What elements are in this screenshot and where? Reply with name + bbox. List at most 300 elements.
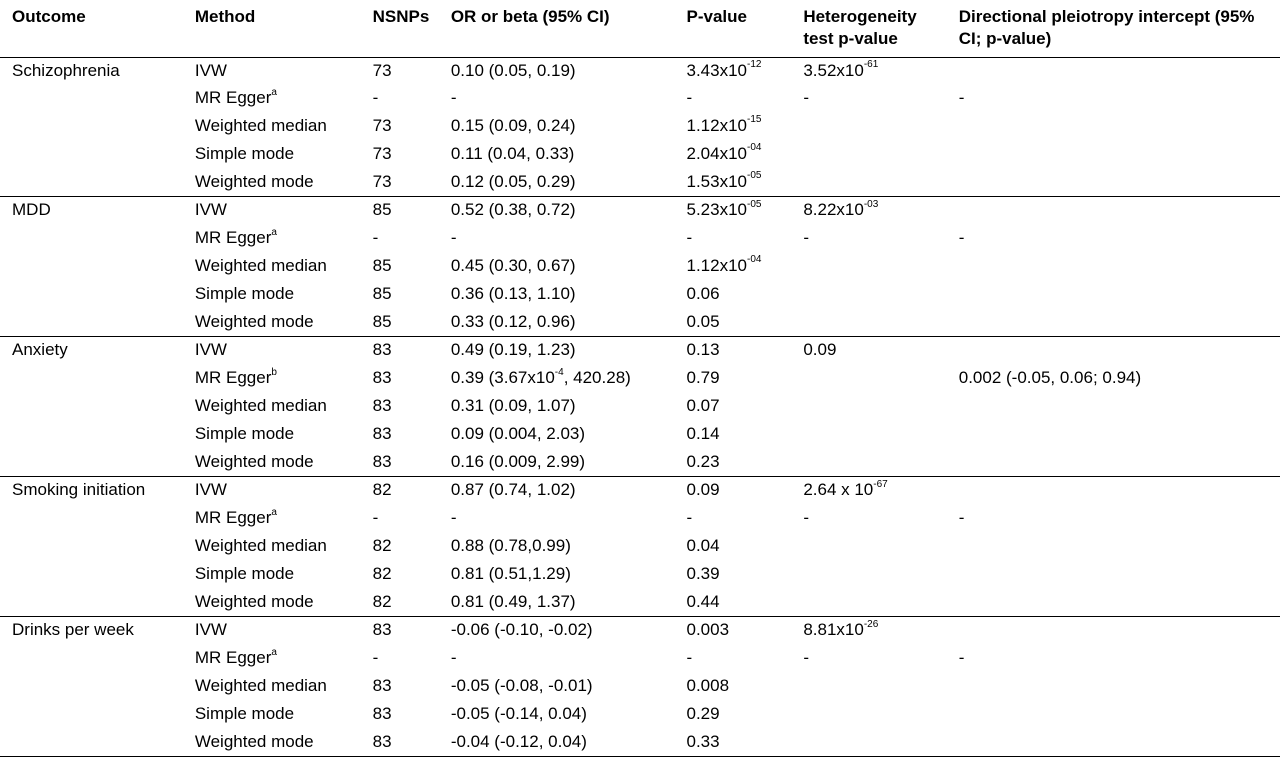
- pleiotropy-cell: [947, 533, 1280, 561]
- estimate-cell: [439, 701, 675, 729]
- p-value-cell: [675, 617, 792, 645]
- superscript: -05: [747, 198, 762, 210]
- pleiotropy-cell: [947, 393, 1280, 421]
- heterogeneity-cell: [791, 113, 946, 141]
- outcome-cell: [0, 309, 183, 337]
- text-segment: 2.04x10: [686, 143, 747, 163]
- method-cell: [183, 393, 361, 421]
- text-segment: -: [803, 88, 809, 108]
- text-segment: -0.06 (-0.10, -0.02): [450, 620, 593, 640]
- table-row: [0, 645, 1280, 673]
- text-segment: 8.81x10: [803, 620, 864, 640]
- header-method: Method: [183, 0, 361, 57]
- estimate-cell: [439, 169, 675, 197]
- heterogeneity-cell: [791, 197, 946, 225]
- text-segment: 0.81 (0.51,1.29): [450, 563, 571, 583]
- text-segment: 0.33: [686, 731, 720, 751]
- estimate-cell: [439, 337, 675, 365]
- superscript: -05: [747, 170, 762, 182]
- text-segment: MR Egger: [194, 228, 272, 248]
- method-cell: [183, 197, 361, 225]
- text-segment: IVW: [194, 60, 227, 80]
- nsnps-cell: 82: [372, 480, 392, 500]
- nsnps-cell: 85: [372, 200, 392, 220]
- heterogeneity-cell: [791, 281, 946, 309]
- text-segment: 0.44: [686, 591, 720, 611]
- text-segment: 0.87 (0.74, 1.02): [450, 480, 576, 500]
- estimate-cell: [439, 393, 675, 421]
- text-segment: -: [686, 228, 693, 248]
- table-row: [0, 561, 1280, 589]
- table-row: [0, 617, 1280, 645]
- text-segment: 3.43x10: [686, 60, 747, 80]
- superscript: -04: [747, 142, 762, 154]
- p-value-cell: [675, 701, 792, 729]
- nsnps-cell: 85: [372, 283, 392, 303]
- text-segment: -: [958, 228, 965, 248]
- outcome-cell: [0, 645, 183, 673]
- method-cell: [183, 561, 361, 589]
- text-segment: -: [686, 648, 693, 668]
- text-segment: -0.05 (-0.14, 0.04): [450, 703, 587, 723]
- p-value-cell: [675, 561, 792, 589]
- outcome-cell: Anxiety: [12, 340, 68, 360]
- nsnps-cell: 73: [372, 116, 392, 136]
- table-row: [0, 701, 1280, 729]
- estimate-cell: [439, 253, 675, 281]
- text-segment: -0.05 (-0.08, -0.01): [450, 676, 593, 696]
- text-segment: Weighted mode: [194, 591, 314, 611]
- outcome-cell: [0, 393, 183, 421]
- estimate-cell: [439, 57, 675, 85]
- table-row: [0, 169, 1280, 197]
- outcome-cell: [0, 673, 183, 701]
- p-value-cell: [675, 533, 792, 561]
- text-segment: 0.15 (0.09, 0.24): [450, 116, 576, 136]
- method-cell: [183, 533, 361, 561]
- text-segment: 2.64 x 10: [803, 480, 874, 500]
- estimate-cell: [439, 729, 675, 757]
- estimate-cell: [439, 225, 675, 253]
- pleiotropy-cell: [947, 729, 1280, 757]
- estimate-cell: [439, 281, 675, 309]
- pleiotropy-cell: [947, 449, 1280, 477]
- text-segment: 0.52 (0.38, 0.72): [450, 200, 576, 220]
- superscript: b: [271, 366, 277, 378]
- header-outcome: Outcome: [0, 0, 183, 57]
- nsnps-cell: 85: [361, 309, 439, 337]
- table-row: [0, 393, 1280, 421]
- table-row: [0, 589, 1280, 617]
- table-row: [0, 505, 1280, 533]
- heterogeneity-cell: [791, 617, 946, 645]
- text-segment: Weighted mode: [194, 311, 314, 331]
- nsnps-cell: 83: [372, 676, 392, 696]
- superscript: a: [271, 646, 277, 658]
- nsnps-cell: 83: [361, 449, 439, 477]
- p-value-cell: [675, 449, 792, 477]
- heterogeneity-cell: [791, 673, 946, 701]
- text-segment: -0.04 (-0.12, 0.04): [450, 731, 587, 751]
- outcome-cell: [0, 533, 183, 561]
- estimate-cell: [439, 477, 675, 505]
- superscript: -04: [747, 254, 762, 266]
- superscript: -15: [747, 114, 762, 126]
- pleiotropy-cell: [947, 673, 1280, 701]
- text-segment: 0.36 (0.13, 1.10): [450, 283, 576, 303]
- text-segment: -: [803, 648, 809, 668]
- table-row: [0, 281, 1280, 309]
- outcome-cell: [0, 225, 183, 253]
- text-segment: 8.22x10: [803, 200, 864, 220]
- method-cell: [183, 729, 361, 757]
- p-value-cell: [675, 57, 792, 85]
- table-row: [0, 85, 1280, 113]
- heterogeneity-cell: [791, 421, 946, 449]
- table-row: [0, 533, 1280, 561]
- p-value-cell: [675, 421, 792, 449]
- superscript: -12: [747, 58, 762, 70]
- outcome-cell: [0, 505, 183, 533]
- method-cell: [183, 309, 361, 337]
- text-segment: 0.23: [686, 451, 720, 471]
- text-segment: -: [450, 88, 457, 108]
- nsnps-cell: 83: [372, 703, 392, 723]
- outcome-cell: [0, 561, 183, 589]
- nsnps-cell: 83: [372, 423, 392, 443]
- nsnps-cell: 85: [372, 256, 392, 276]
- text-segment: 0.29: [686, 703, 720, 723]
- outcome-cell: [0, 253, 183, 281]
- p-value-cell: [675, 337, 792, 365]
- nsnps-cell: -: [372, 508, 379, 528]
- text-segment: 0.33 (0.12, 0.96): [450, 311, 576, 331]
- method-cell: [183, 645, 361, 673]
- text-segment: -: [450, 508, 457, 528]
- estimate-cell: [439, 645, 675, 673]
- estimate-cell: [439, 505, 675, 533]
- pleiotropy-cell: [947, 477, 1280, 505]
- pleiotropy-cell: [947, 589, 1280, 617]
- heterogeneity-cell: [791, 477, 946, 505]
- p-value-cell: [675, 729, 792, 757]
- method-cell: [183, 141, 361, 169]
- text-segment: Weighted mode: [194, 171, 314, 191]
- heterogeneity-cell: [791, 85, 946, 113]
- text-segment: Weighted median: [194, 536, 327, 556]
- text-segment: Simple mode: [194, 563, 295, 583]
- pleiotropy-cell: [947, 561, 1280, 589]
- text-segment: Simple mode: [194, 143, 295, 163]
- pleiotropy-cell: [947, 197, 1280, 225]
- text-segment: Weighted median: [194, 396, 327, 416]
- superscript: -03: [863, 198, 879, 210]
- outcome-cell: MDD: [12, 200, 51, 220]
- heterogeneity-cell: [791, 645, 946, 673]
- table-row: [0, 225, 1280, 253]
- heterogeneity-cell: [791, 169, 946, 197]
- text-segment: 0.09: [686, 480, 720, 500]
- pleiotropy-cell: [947, 169, 1280, 197]
- nsnps-cell: 82: [372, 563, 392, 583]
- text-segment: -: [958, 88, 965, 108]
- pleiotropy-cell: [947, 113, 1280, 141]
- text-segment: 0.09 (0.004, 2.03): [450, 423, 586, 443]
- text-segment: -: [958, 508, 965, 528]
- estimate-cell: [439, 561, 675, 589]
- method-cell: [183, 617, 361, 645]
- table-row: [0, 673, 1280, 701]
- pleiotropy-cell: [947, 365, 1280, 393]
- header-row: [0, 0, 1280, 57]
- nsnps-cell: 82: [372, 536, 392, 556]
- method-cell: [183, 113, 361, 141]
- header-p-value: P-value: [675, 0, 792, 57]
- table-row: [0, 309, 1280, 337]
- outcome-cell: [0, 449, 183, 477]
- method-cell: [183, 449, 361, 477]
- superscript: -61: [863, 58, 879, 70]
- header-nsnps: NSNPs: [361, 0, 439, 57]
- outcome-cell: [0, 701, 183, 729]
- pleiotropy-cell: [947, 57, 1280, 85]
- heterogeneity-cell: [791, 701, 946, 729]
- nsnps-cell: -: [372, 88, 379, 108]
- p-value-cell: [675, 141, 792, 169]
- estimate-cell: [439, 85, 675, 113]
- text-segment: Simple mode: [194, 423, 295, 443]
- text-segment: -: [686, 88, 693, 108]
- text-segment: 0.39 (3.67x10: [450, 368, 555, 388]
- heterogeneity-cell: [791, 225, 946, 253]
- p-value-cell: [675, 197, 792, 225]
- estimate-cell: [439, 673, 675, 701]
- p-value-cell: [675, 365, 792, 393]
- estimate-cell: [439, 309, 675, 337]
- text-segment: 0.39: [686, 563, 720, 583]
- method-cell: [183, 57, 361, 85]
- superscript: -26: [863, 618, 879, 630]
- pleiotropy-cell: [947, 645, 1280, 673]
- text-segment: 0.008: [686, 676, 730, 696]
- text-segment: 0.002 (-0.05, 0.06; 0.94): [958, 368, 1142, 388]
- pleiotropy-cell: [947, 281, 1280, 309]
- text-segment: 0.49 (0.19, 1.23): [450, 340, 576, 360]
- p-value-cell: [675, 645, 792, 673]
- table-row: [0, 57, 1280, 85]
- p-value-cell: [675, 393, 792, 421]
- p-value-cell: [675, 673, 792, 701]
- text-segment: 0.12 (0.05, 0.29): [450, 171, 576, 191]
- method-cell: [183, 701, 361, 729]
- superscript: -67: [873, 478, 888, 490]
- outcome-cell: [0, 113, 183, 141]
- outcome-cell: [0, 169, 183, 197]
- heterogeneity-cell: [791, 561, 946, 589]
- text-segment: -: [450, 648, 457, 668]
- outcome-cell: [0, 421, 183, 449]
- text-segment: Weighted median: [194, 676, 327, 696]
- text-segment: 1.53x10: [686, 171, 747, 191]
- text-segment: -: [450, 228, 457, 248]
- method-cell: [183, 505, 361, 533]
- text-segment: Simple mode: [194, 703, 295, 723]
- outcome-cell: Schizophrenia: [12, 60, 120, 80]
- estimate-cell: [439, 365, 675, 393]
- pleiotropy-cell: [947, 141, 1280, 169]
- estimate-cell: [439, 421, 675, 449]
- heterogeneity-cell: [791, 141, 946, 169]
- heterogeneity-cell: [791, 57, 946, 85]
- text-segment: IVW: [194, 480, 227, 500]
- pleiotropy-cell: [947, 309, 1280, 337]
- text-segment: 0.88 (0.78,0.99): [450, 536, 571, 556]
- nsnps-cell: -: [372, 648, 379, 668]
- method-cell: [183, 169, 361, 197]
- nsnps-cell: 83: [372, 396, 392, 416]
- heterogeneity-cell: [791, 533, 946, 561]
- pleiotropy-cell: [947, 505, 1280, 533]
- method-cell: [183, 365, 361, 393]
- nsnps-cell: 83: [372, 620, 392, 640]
- heterogeneity-cell: [791, 589, 946, 617]
- heterogeneity-cell: [791, 337, 946, 365]
- text-segment: 0.31 (0.09, 1.07): [450, 396, 576, 416]
- text-segment: 0.09: [803, 340, 837, 360]
- text-segment: MR Egger: [194, 648, 272, 668]
- outcome-cell: [0, 141, 183, 169]
- heterogeneity-cell: [791, 309, 946, 337]
- nsnps-cell: 73: [361, 169, 439, 197]
- p-value-cell: [675, 589, 792, 617]
- text-segment: , 420.28): [563, 368, 631, 388]
- header-estimate: OR or beta (95% CI): [439, 0, 675, 57]
- table-row: [0, 253, 1280, 281]
- text-segment: 0.05: [686, 311, 720, 331]
- text-segment: Weighted median: [194, 256, 327, 276]
- method-cell: [183, 589, 361, 617]
- method-cell: [183, 225, 361, 253]
- estimate-cell: [439, 449, 675, 477]
- p-value-cell: [675, 281, 792, 309]
- pleiotropy-cell: [947, 617, 1280, 645]
- outcome-cell: [0, 85, 183, 113]
- table-header: [0, 0, 1280, 57]
- nsnps-cell: 82: [361, 589, 439, 617]
- method-cell: [183, 673, 361, 701]
- heterogeneity-cell: [791, 253, 946, 281]
- text-segment: 0.003: [686, 620, 730, 640]
- pleiotropy-cell: [947, 85, 1280, 113]
- text-segment: -: [803, 228, 809, 248]
- outcome-cell: [0, 589, 183, 617]
- table-row: [0, 421, 1280, 449]
- text-segment: IVW: [194, 620, 227, 640]
- nsnps-cell: 83: [361, 729, 439, 757]
- outcome-cell: Smoking initiation: [12, 480, 146, 500]
- text-segment: 3.52x10: [803, 60, 864, 80]
- text-segment: MR Egger: [194, 368, 272, 388]
- header-pleiotropy: Directional pleiotropy intercept (95% CI; p-value): [947, 0, 1280, 57]
- table-row: [0, 449, 1280, 477]
- nsnps-cell: -: [372, 228, 379, 248]
- text-segment: 0.11 (0.04, 0.33): [450, 143, 575, 163]
- method-cell: [183, 253, 361, 281]
- estimate-cell: [439, 113, 675, 141]
- text-segment: 0.79: [686, 368, 720, 388]
- text-segment: Weighted median: [194, 116, 327, 136]
- nsnps-cell: 73: [372, 143, 392, 163]
- text-segment: 1.12x10: [686, 116, 747, 136]
- text-segment: Simple mode: [194, 283, 295, 303]
- method-cell: [183, 421, 361, 449]
- text-segment: 1.12x10: [686, 256, 747, 276]
- estimate-cell: [439, 141, 675, 169]
- estimate-cell: [439, 533, 675, 561]
- method-cell: [183, 85, 361, 113]
- superscript: a: [271, 506, 277, 518]
- heterogeneity-cell: [791, 393, 946, 421]
- text-segment: MR Egger: [194, 88, 272, 108]
- text-segment: 0.81 (0.49, 1.37): [450, 591, 576, 611]
- pleiotropy-cell: [947, 225, 1280, 253]
- text-segment: 0.45 (0.30, 0.67): [450, 256, 576, 276]
- table-body: [0, 57, 1280, 757]
- text-segment: 0.06: [686, 283, 720, 303]
- estimate-cell: [439, 589, 675, 617]
- estimate-cell: [439, 617, 675, 645]
- text-segment: 5.23x10: [686, 200, 747, 220]
- header-heterogeneity: Heterogeneity test p-value: [791, 0, 946, 57]
- text-segment: -: [686, 508, 693, 528]
- text-segment: 0.07: [686, 396, 720, 416]
- method-cell: [183, 281, 361, 309]
- heterogeneity-cell: [791, 729, 946, 757]
- pleiotropy-cell: [947, 253, 1280, 281]
- heterogeneity-cell: [791, 365, 946, 393]
- text-segment: 0.16 (0.009, 2.99): [450, 451, 586, 471]
- heterogeneity-cell: [791, 505, 946, 533]
- nsnps-cell: 73: [372, 60, 392, 80]
- text-segment: -: [958, 648, 965, 668]
- text-segment: 0.10 (0.05, 0.19): [450, 60, 576, 80]
- text-segment: 0.04: [686, 536, 720, 556]
- table-row: [0, 729, 1280, 757]
- p-value-cell: [675, 113, 792, 141]
- text-segment: IVW: [194, 340, 227, 360]
- p-value-cell: [675, 309, 792, 337]
- p-value-cell: [675, 505, 792, 533]
- p-value-cell: [675, 225, 792, 253]
- nsnps-cell: 83: [372, 368, 392, 388]
- table-row: [0, 113, 1280, 141]
- outcome-cell: [0, 281, 183, 309]
- table-row: [0, 141, 1280, 169]
- text-segment: Weighted mode: [194, 451, 314, 471]
- pleiotropy-cell: [947, 337, 1280, 365]
- text-segment: Weighted mode: [194, 731, 314, 751]
- outcome-cell: [0, 729, 183, 757]
- table-row: [0, 337, 1280, 365]
- nsnps-cell: 83: [372, 340, 392, 360]
- superscript: -4: [554, 366, 564, 378]
- table-row: [0, 477, 1280, 505]
- method-cell: [183, 337, 361, 365]
- text-segment: -: [803, 508, 809, 528]
- method-cell: [183, 477, 361, 505]
- table-row: [0, 197, 1280, 225]
- superscript: a: [271, 226, 277, 238]
